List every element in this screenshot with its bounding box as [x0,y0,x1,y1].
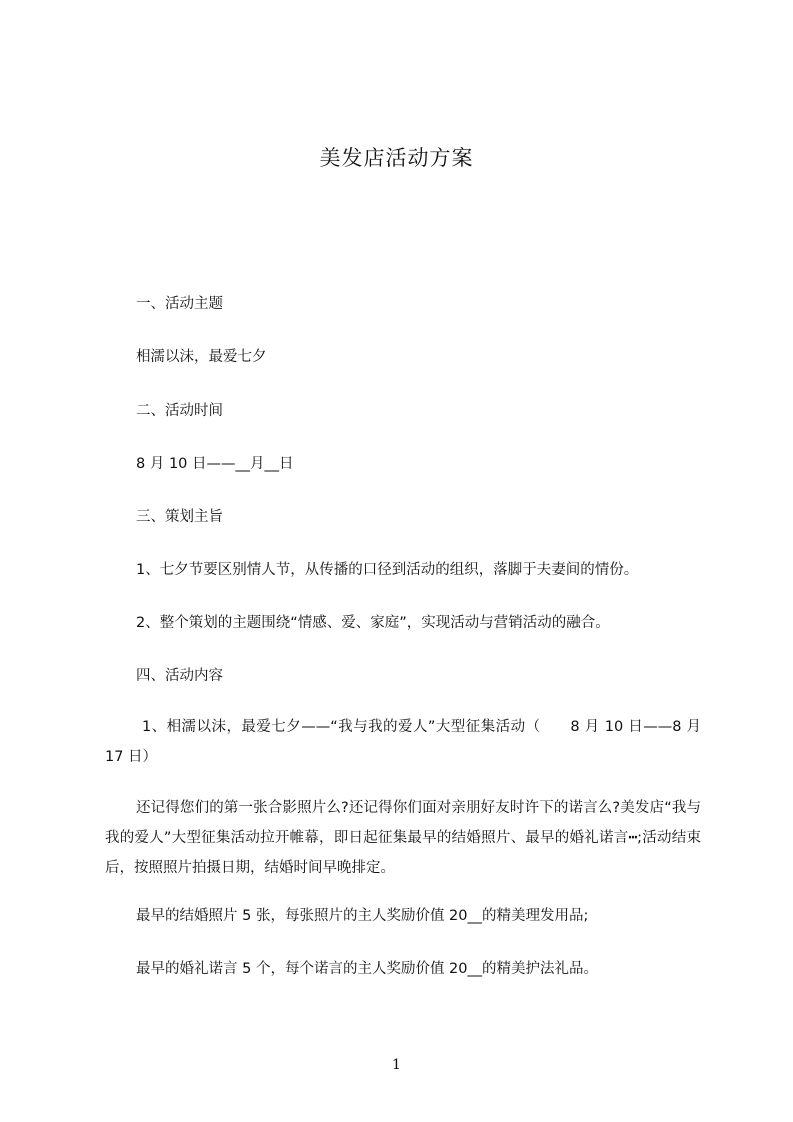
section-heading-purpose: 三、策划主旨 [136,509,223,525]
reward-photos: 最早的结婚照片 5 张，每张照片的主人奖励价值 20__的精美理发用品; [136,908,589,924]
purpose-item-1: 1、七夕节要区别情人节，从传播的口径到活动的组织，落脚于夫妻间的情份。 [136,562,639,578]
activity-item-1: 1、相濡以沫，最爱七夕——“我与我的爱人”大型征集活动（ 8 月 10 日——8 月 17 日） [105,719,701,765]
reward-vows: 最早的婚礼诺言 5 个，每个诺言的主人奖励价值 20__的精美护法礼品。 [136,961,599,977]
page-number: 1 [392,1057,401,1073]
body-paragraph: 还记得您们的第一张合影照片么?还记得你们面对亲朋好友时许下的诺言么?美发店“我与我的爱人”大型征集活动拉开帷幕，即日起征集最早的结婚照片、最早的婚礼诺言┅;活动结束后，按照照片拍摄日期，结婚时间早晚排定。 [105,800,701,876]
section-heading-theme: 一、活动主题 [136,296,223,312]
theme-text: 相濡以沫，最爱七夕 [136,349,267,365]
purpose-item-2: 2、整个策划的主题围绕“情感、爱、家庭”，实现活动与营销活动的融合。 [136,615,610,631]
time-text: 8 月 10 日——__月__日 [136,456,294,472]
section-heading-time: 二、活动时间 [136,403,223,419]
section-heading-content: 四、活动内容 [136,668,223,684]
document-title: 美发店活动方案 [319,146,474,170]
